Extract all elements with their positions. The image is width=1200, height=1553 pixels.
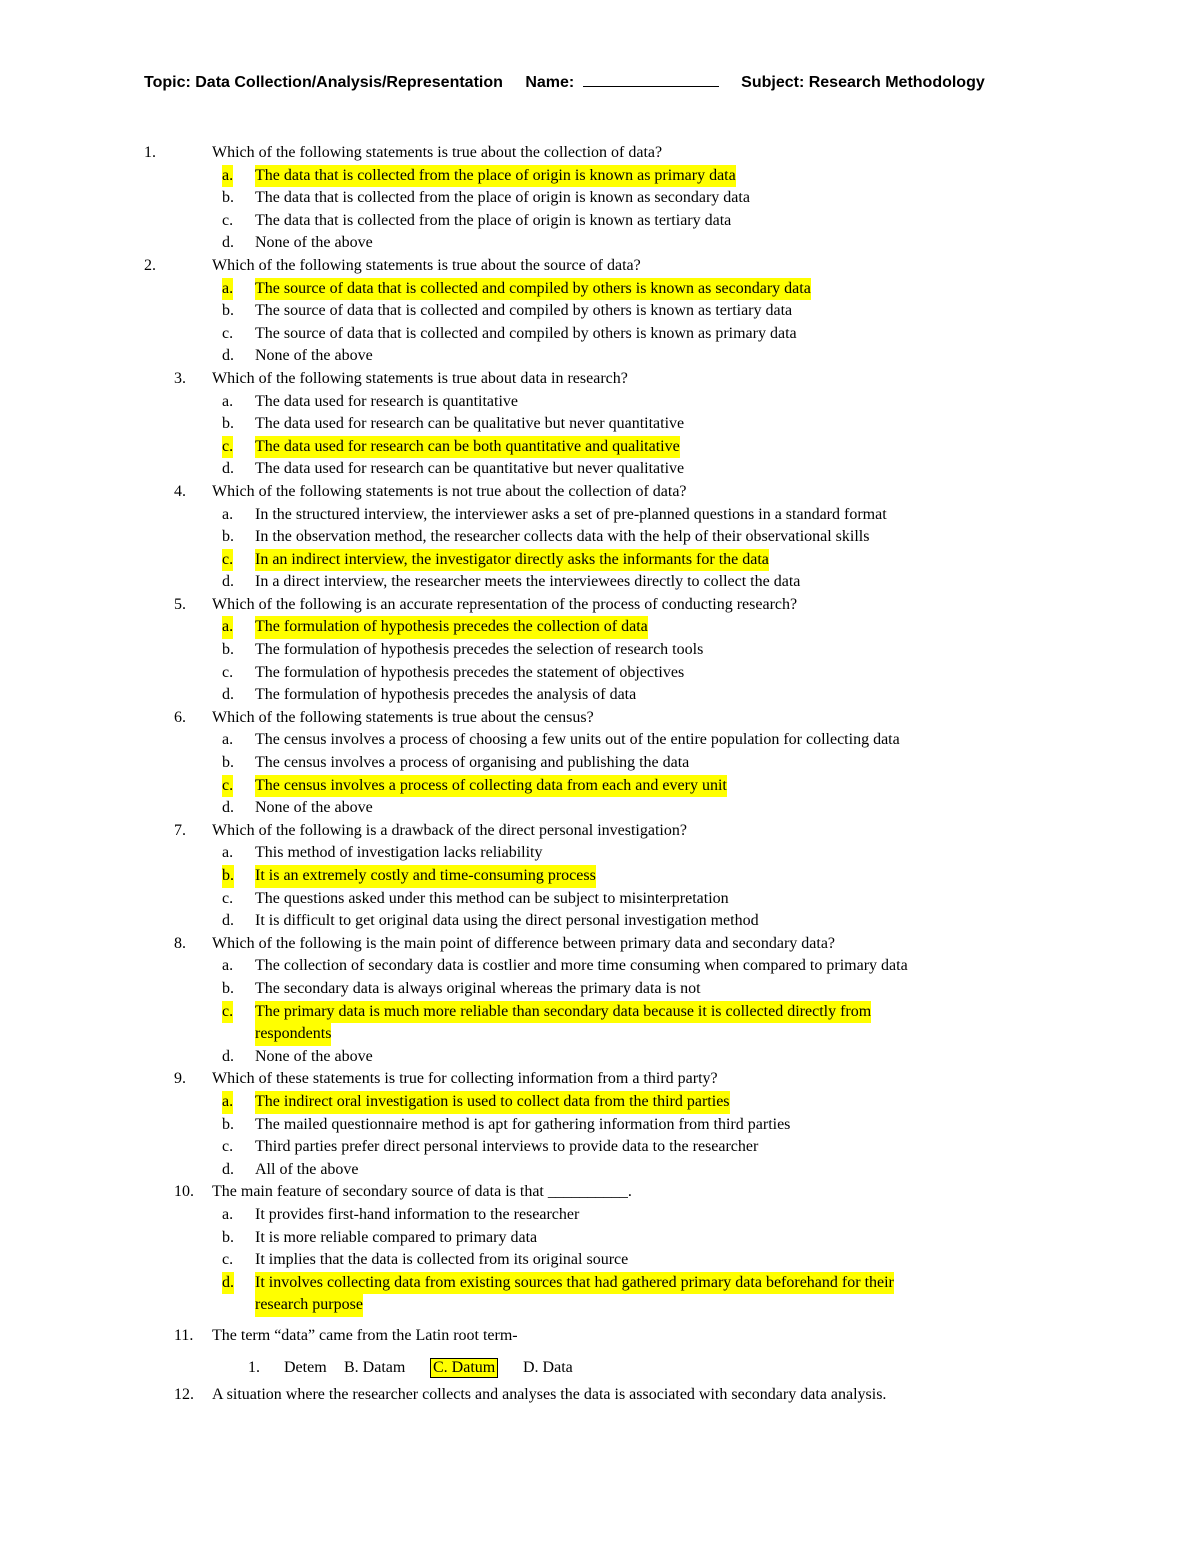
- option-text: B. Datam: [344, 1359, 406, 1377]
- option-row: [0, 639, 1200, 662]
- option-letter: d.: [222, 1160, 234, 1178]
- option-row: [0, 797, 1200, 820]
- option-text: In a direct interview, the researcher meets the interviewees directly to collect the data: [255, 573, 801, 591]
- option-row: [0, 210, 1200, 233]
- option-letter: d.: [222, 347, 234, 365]
- topic-label: Topic: Data Collection/Analysis/Representation: [144, 74, 503, 91]
- option-letter: c.: [222, 1251, 234, 1269]
- option-letter: a.: [222, 957, 234, 975]
- option-text: All of the above: [255, 1160, 359, 1178]
- option-letter: b.: [222, 754, 234, 772]
- option-row: [0, 978, 1200, 1001]
- answer-option-text: The census involves a process of collecting data from each and every unit: [255, 775, 727, 798]
- question-number: 9.: [174, 1070, 186, 1088]
- question-text: Which of the following statements is not true about the collection of data?: [212, 482, 687, 500]
- question-text: The main feature of secondary source of data is that __________.: [212, 1183, 632, 1201]
- option-letter: b.: [222, 302, 234, 320]
- answer-option-text: The indirect oral investigation is used to collect data from the third parties: [255, 1091, 730, 1114]
- question-row: [0, 1325, 1200, 1348]
- answer-option-text: It is an extremely costly and time-consuming process: [255, 865, 596, 888]
- option-row: [0, 165, 1200, 188]
- option-row: [0, 549, 1200, 572]
- question-row: [0, 1068, 1200, 1091]
- option-text: This method of investigation lacks reliability: [255, 844, 543, 862]
- question-number: 12.: [174, 1386, 194, 1404]
- question-row: [0, 1384, 1200, 1407]
- option-letter: b.: [222, 1115, 234, 1133]
- option-letter: d.: [222, 686, 234, 704]
- option-letter: d.: [222, 573, 234, 591]
- option-row: [0, 1091, 1200, 1114]
- option-letter: b.: [222, 528, 234, 546]
- option-letter: c.: [222, 324, 234, 342]
- question-number: 7.: [174, 821, 186, 839]
- option-row: [0, 278, 1200, 301]
- option-row: [0, 729, 1200, 752]
- option-text: None of the above: [255, 347, 373, 365]
- option-letter: c.: [222, 211, 234, 229]
- option-row: [0, 1159, 1200, 1182]
- option-row: [0, 323, 1200, 346]
- option-text: The data used for research can be quantitative but never qualitative: [255, 460, 685, 478]
- option-letter: d.: [222, 1047, 234, 1065]
- option-row: [0, 684, 1200, 707]
- option-letter: a.: [222, 392, 234, 410]
- option-letter: a.: [222, 165, 233, 188]
- question-text: Which of these statements is true for collecting information from a third party?: [212, 1070, 718, 1088]
- option-letter: c.: [222, 1138, 234, 1156]
- option-row: [0, 1001, 1200, 1024]
- option-letter: a.: [222, 1091, 233, 1114]
- question-number: 4.: [174, 482, 186, 500]
- option-letter: c.: [222, 436, 233, 459]
- option-letter: c.: [222, 663, 234, 681]
- question-text: The term “data” came from the Latin root term-: [212, 1326, 518, 1344]
- document-header: [144, 72, 985, 92]
- answer-option-text: C. Datum: [430, 1358, 498, 1378]
- option-row: [0, 662, 1200, 685]
- question-text: Which of the following statements is true about data in research?: [212, 369, 628, 387]
- option-text: The mailed questionnaire method is apt for gathering information from third parties: [255, 1115, 791, 1133]
- question-number: 11.: [174, 1326, 194, 1344]
- option-row: [0, 910, 1200, 933]
- option-letter: b.: [222, 189, 234, 207]
- option-text: The formulation of hypothesis precedes the selection of research tools: [255, 641, 704, 659]
- answer-option-text: The primary data is much more reliable than secondary data because it is collected directly from: [255, 1001, 871, 1024]
- option-text: It provides first-hand information to the researcher: [255, 1205, 580, 1223]
- option-text: It implies that the data is collected from its original source: [255, 1251, 629, 1269]
- option-letter: c.: [222, 1001, 233, 1024]
- option-row: [0, 391, 1200, 414]
- option-letter: c.: [222, 775, 233, 798]
- option-text: It is more reliable compared to primary data: [255, 1228, 538, 1246]
- option-row: [0, 1204, 1200, 1227]
- question-text: Which of the following is an accurate representation of the process of conducting research?: [212, 595, 798, 613]
- option-row: [0, 1114, 1200, 1137]
- option-text: D. Data: [523, 1359, 573, 1377]
- question-text: Which of the following statements is true about the source of data?: [212, 256, 641, 274]
- option-row: [0, 345, 1200, 368]
- option-text: The census involves a process of organising and publishing the data: [255, 754, 690, 772]
- option-text: None of the above: [255, 1047, 373, 1065]
- option-letter: c.: [222, 889, 234, 907]
- option-continuation-row: [0, 1023, 1200, 1046]
- question-number: 3.: [174, 369, 186, 387]
- option-text: The data used for research can be qualitative but never quantitative: [255, 415, 685, 433]
- answer-option-text: The data used for research can be both quantitative and qualitative: [255, 436, 680, 459]
- option-row: [0, 436, 1200, 459]
- option-number: 1.: [248, 1359, 260, 1377]
- option-letter: d.: [222, 460, 234, 478]
- question-row: [0, 1181, 1200, 1204]
- question-text: A situation where the researcher collects and analyses the data is associated with secondary data analysis.: [212, 1386, 887, 1404]
- option-letter: b.: [222, 641, 234, 659]
- option-letter: a.: [222, 731, 234, 749]
- answer-option-text: In an indirect interview, the investigator directly asks the informants for the data: [255, 549, 769, 572]
- option-letter: b.: [222, 1228, 234, 1246]
- question-row: [0, 481, 1200, 504]
- option-text: The collection of secondary data is costlier and more time consuming when compared to primary data: [255, 957, 908, 975]
- option-letter: d.: [222, 1272, 234, 1295]
- question-number: 1.: [144, 144, 156, 161]
- question-row: [0, 255, 1200, 278]
- option-row: [0, 842, 1200, 865]
- answer-option-text: The formulation of hypothesis precedes the collection of data: [255, 616, 648, 639]
- question-row: [0, 707, 1200, 730]
- option-text: None of the above: [255, 234, 373, 252]
- answer-option-text: The source of data that is collected and compiled by others is known as secondary data: [255, 278, 811, 301]
- option-row: [0, 458, 1200, 481]
- question-number: 2.: [144, 256, 156, 274]
- option-text: The data that is collected from the place of origin is known as tertiary data: [255, 211, 732, 229]
- option-row: [0, 1227, 1200, 1250]
- question-number: 5.: [174, 595, 186, 613]
- answer-option-text: The data that is collected from the place of origin is known as primary data: [255, 165, 736, 188]
- answer-option-text: It involves collecting data from existing sources that had gathered primary data beforehand for their: [255, 1272, 894, 1295]
- option-text: In the observation method, the researcher collects data with the help of their observational skills: [255, 528, 870, 546]
- option-letter: a.: [222, 278, 233, 301]
- question-text: Which of the following statements is true about the census?: [212, 708, 594, 726]
- option-text: The source of data that is collected and compiled by others is known as primary data: [255, 324, 797, 342]
- option-letter: a.: [222, 505, 234, 523]
- option-row: [0, 413, 1200, 436]
- option-row: [0, 955, 1200, 978]
- option-row: [0, 232, 1200, 255]
- inline-options-row: [0, 1357, 1200, 1380]
- option-text: Detem: [284, 1359, 327, 1377]
- question-list: [0, 142, 1200, 1407]
- subject-label: Subject: Research Methodology: [741, 74, 985, 91]
- option-row: [0, 616, 1200, 639]
- question-text: Which of the following is the main point of difference between primary data and secondary data?: [212, 934, 836, 952]
- option-letter: a.: [222, 844, 234, 862]
- option-row: [0, 1136, 1200, 1159]
- question-text: Which of the following statements is true about the collection of data?: [212, 144, 663, 161]
- option-letter: b.: [222, 865, 234, 888]
- option-row: [0, 775, 1200, 798]
- option-row: [0, 187, 1200, 210]
- option-text: The formulation of hypothesis precedes the analysis of data: [255, 686, 637, 704]
- option-text: The data used for research is quantitative: [255, 392, 518, 410]
- option-row: [0, 1046, 1200, 1069]
- option-row: [0, 752, 1200, 775]
- question-row: [0, 820, 1200, 843]
- option-letter: d.: [222, 799, 234, 817]
- option-text: The questions asked under this method can be subject to misinterpretation: [255, 889, 729, 907]
- option-row: [0, 865, 1200, 888]
- option-text-continuation: respondents: [255, 1023, 331, 1046]
- option-letter: d.: [222, 234, 234, 252]
- question-number: 6.: [174, 708, 186, 726]
- option-letter: a.: [222, 1205, 234, 1223]
- question-row: [0, 594, 1200, 617]
- option-text: The secondary data is always original whereas the primary data is not: [255, 979, 701, 997]
- name-label: Name:: [525, 74, 575, 91]
- option-text: It is difficult to get original data using the direct personal investigation method: [255, 912, 759, 930]
- option-letter: c.: [222, 549, 233, 572]
- option-text: In the structured interview, the interviewer asks a set of pre-planned questions in a standard format: [255, 505, 887, 523]
- option-text: The source of data that is collected and compiled by others is known as tertiary data: [255, 302, 793, 320]
- option-row: [0, 526, 1200, 549]
- question-number: 10.: [174, 1183, 194, 1201]
- question-number: 8.: [174, 934, 186, 952]
- question-row: [0, 933, 1200, 956]
- option-row: [0, 571, 1200, 594]
- option-text: The census involves a process of choosing a few units out of the entire population for collecting data: [255, 731, 900, 749]
- option-letter: d.: [222, 912, 234, 930]
- option-row: [0, 300, 1200, 323]
- name-blank-line: [583, 72, 719, 87]
- question-text: Which of the following is a drawback of the direct personal investigation?: [212, 821, 687, 839]
- option-text: The formulation of hypothesis precedes the statement of objectives: [255, 663, 685, 681]
- question-row: [0, 142, 1200, 165]
- option-text: None of the above: [255, 799, 373, 817]
- option-letter: b.: [222, 979, 234, 997]
- option-row: [0, 1272, 1200, 1295]
- option-row: [0, 1249, 1200, 1272]
- option-text-continuation: research purpose: [255, 1294, 363, 1317]
- option-text: The data that is collected from the place of origin is known as secondary data: [255, 189, 750, 207]
- option-letter: b.: [222, 415, 234, 433]
- option-row: [0, 504, 1200, 527]
- option-text: Third parties prefer direct personal interviews to provide data to the researcher: [255, 1138, 759, 1156]
- option-continuation-row: [0, 1294, 1200, 1317]
- option-letter: a.: [222, 616, 233, 639]
- option-row: [0, 888, 1200, 911]
- question-row: [0, 368, 1200, 391]
